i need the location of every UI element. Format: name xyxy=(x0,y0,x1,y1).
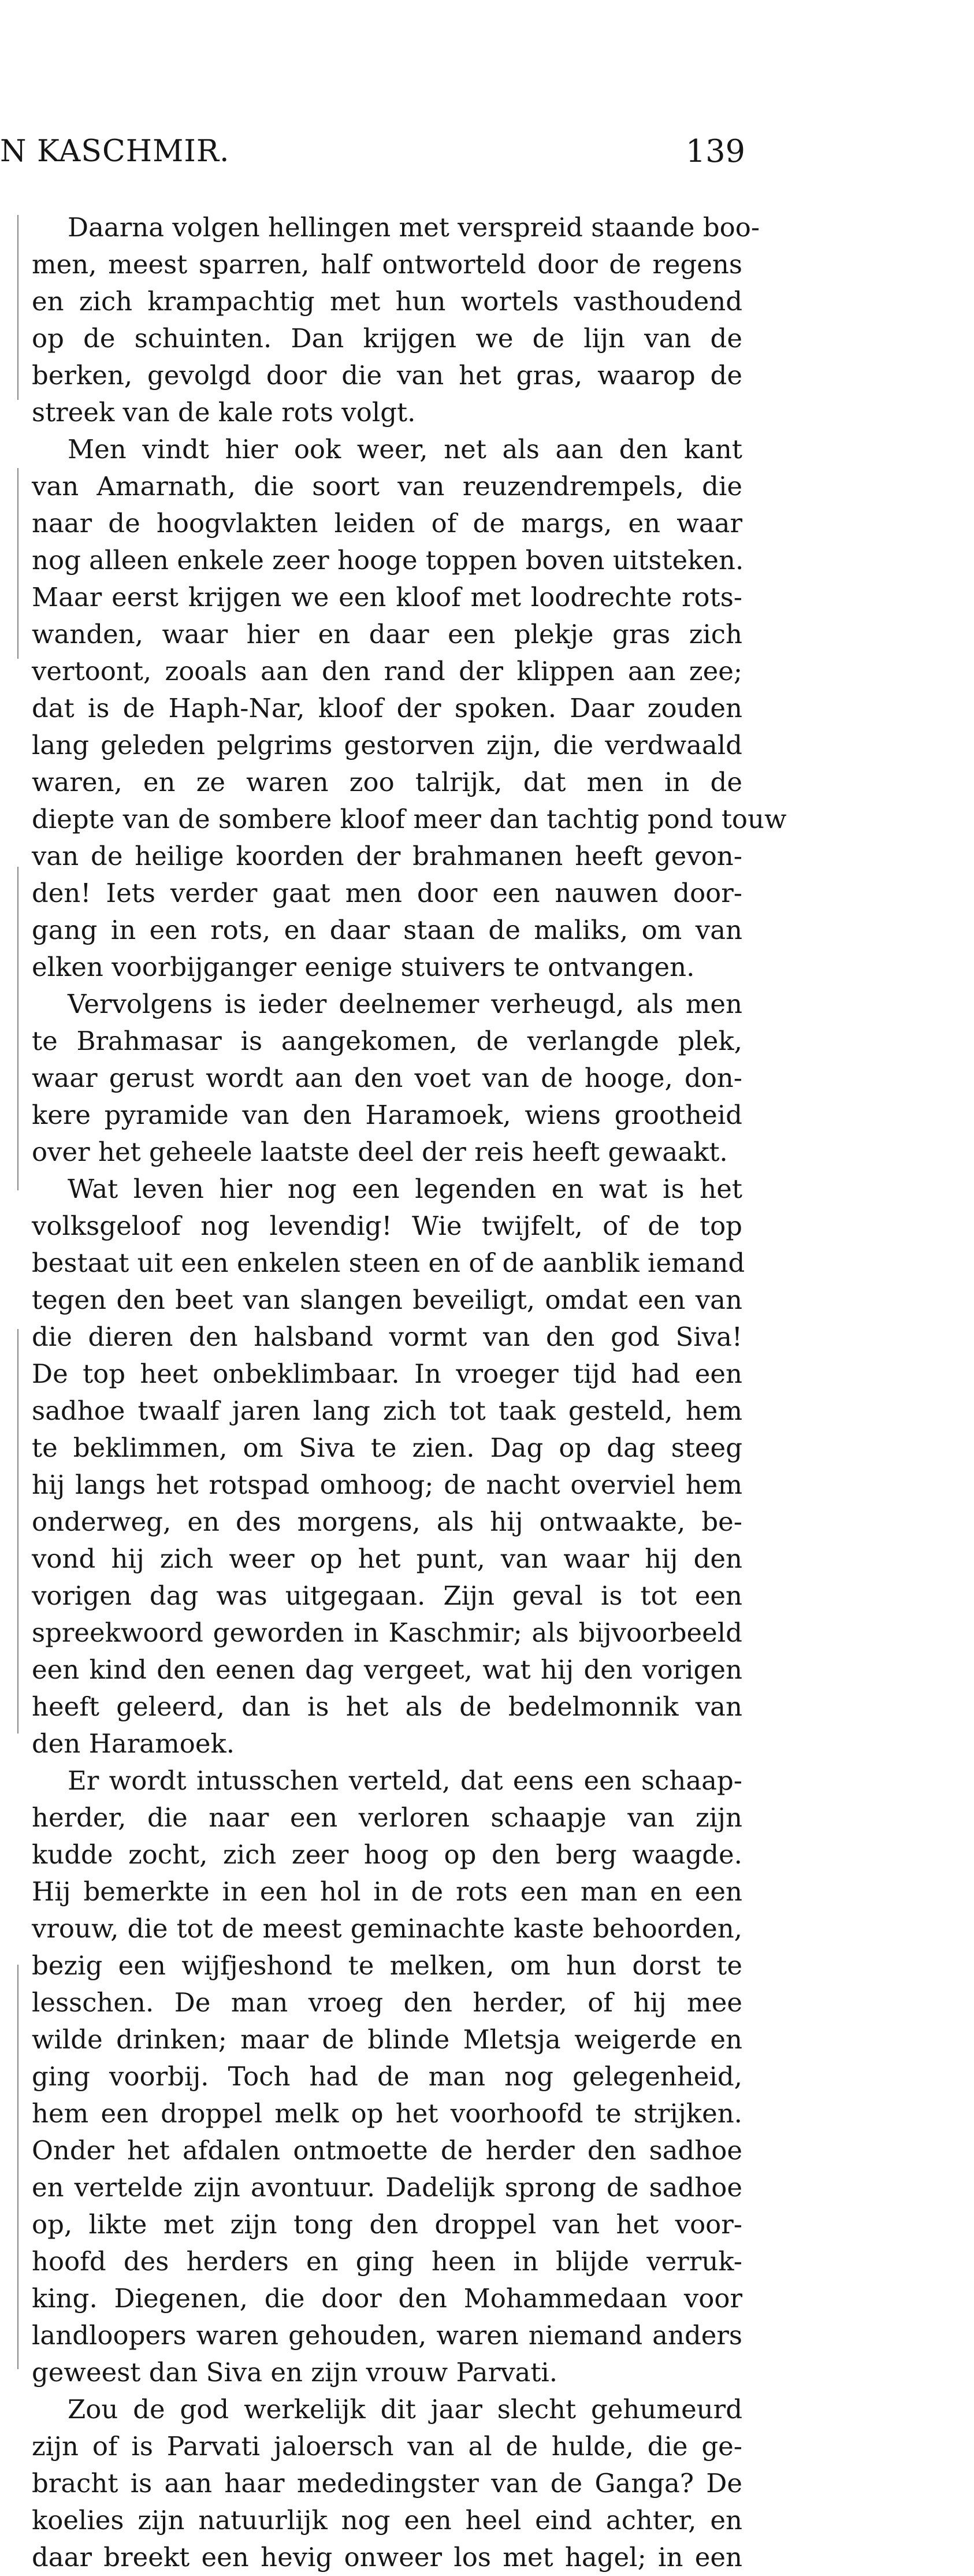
text-line: op, likte met zijn tong den droppel van het voor- xyxy=(32,2209,742,2240)
text-line: kere pyramide van den Haramoek, wiens grootheid xyxy=(32,1100,742,1130)
text-line: van Amarnath, die soort van reuzendrempels, die xyxy=(32,471,742,502)
text-line: geweest dan Siva en zijn vrouw Parvati. xyxy=(32,2357,558,2388)
margin-rule xyxy=(17,215,18,400)
paragraph xyxy=(32,431,787,986)
text-line: over het geheele laatste deel der reis heeft gewaakt. xyxy=(32,1137,728,1167)
text-line: hij langs het rotspad omhoog; de nacht overviel hem xyxy=(32,1469,742,1500)
text-line: heeft geleerd, dan is het als de bedelmonnik van xyxy=(32,1691,742,1722)
paragraph xyxy=(32,209,760,431)
text-line: hoofd des herders en ging heen in blijde verruk- xyxy=(32,2246,742,2277)
text-line: berken, gevolgd door die van het gras, waarop de xyxy=(32,360,742,391)
text-line: Er wordt intusschen verteld, dat eens een schaap- xyxy=(68,1765,742,1796)
text-line: Wat leven hier nog een legenden en wat is het xyxy=(68,1174,742,1204)
text-line: vrouw, die tot de meest geminachte kaste behoorden, xyxy=(32,1913,742,1944)
text-line: Hij bemerkte in een hol in de rots een man en een xyxy=(32,1876,742,1907)
text-line: en vertelde zijn avontuur. Dadelijk sprong de sadhoe xyxy=(32,2172,742,2203)
text-line: den! Iets verder gaat men door een nauwen door- xyxy=(32,878,742,908)
text-line: vorigen dag was uitgegaan. Zijn geval is tot een xyxy=(32,1580,742,1611)
paragraph xyxy=(32,1762,742,2391)
paragraph xyxy=(32,1171,745,1762)
text-line: ging voorbij. Toch had de man nog gelegenheid, xyxy=(32,2061,742,2092)
text-line: elken voorbijganger eenige stuivers te ontvangen. xyxy=(32,952,695,982)
text-line: kudde zocht, zich zeer hoog op den berg waagde. xyxy=(32,1839,742,1870)
text-line: en zich krampachtig met hun wortels vasthoudend xyxy=(32,286,742,317)
text-line: herder, die naar een verloren schaapje van zijn xyxy=(32,1802,742,1833)
text-line: wilde drinken; maar de blinde Mletsja weigerde en xyxy=(32,2024,742,2055)
text-line: een kind den eenen dag vergeet, wat hij den vorigen xyxy=(32,1654,742,1685)
text-line: naar de hoogvlakten leiden of de margs, en waar xyxy=(32,508,742,539)
paragraph xyxy=(32,2391,742,2576)
text-line: lesschen. De man vroeg den herder, of hij mee xyxy=(32,1987,742,2018)
text-line: bezig een wijfjeshond te melken, om hun dorst te xyxy=(32,1950,742,1981)
margin-rule xyxy=(17,1965,18,2369)
text-line: men, meest sparren, half ontworteld door de regens xyxy=(32,249,742,280)
text-line: Maar eerst krijgen we een kloof met loodrechte rots- xyxy=(32,582,742,613)
text-line: bestaat uit een enkelen steen en of de aanblik iemand xyxy=(32,1248,745,1278)
text-line: die dieren den halsband vormt van den god Siva! xyxy=(32,1322,742,1352)
text-line: king. Diegenen, die door den Mohammedaan voor xyxy=(32,2283,742,2314)
text-line: volksgeloof nog levendig! Wie twijfelt, of de top xyxy=(32,1211,742,1241)
text-line: zijn of is Parvati jaloersch van al de hulde, die ge- xyxy=(32,2431,742,2462)
text-line: dat is de Haph-Nar, kloof der spoken. Daar zouden xyxy=(32,693,742,723)
text-line: wanden, waar hier en daar een plekje gras zich xyxy=(32,619,742,649)
text-line: gang in een rots, en daar staan de maliks, om van xyxy=(32,915,742,945)
text-line: Daarna volgen hellingen met verspreid staande boo- xyxy=(68,212,760,243)
text-line: hem een droppel melk op het voorhoofd te strijken. xyxy=(32,2098,742,2129)
text-line: waar gerust wordt aan den voet van de hooge, don- xyxy=(32,1063,742,1093)
text-line: bracht is aan haar mededingster van de Ganga? De xyxy=(32,2468,742,2499)
text-line: spreekwoord geworden in Kaschmir; als bijvoorbeeld xyxy=(32,1617,742,1648)
text-line: diepte van de sombere kloof meer dan tachtig pond touw xyxy=(32,804,787,834)
text-line: tegen den beet van slangen beveiligt, omdat een van xyxy=(32,1285,742,1315)
text-line: Onder het afdalen ontmoette de herder den sadhoe xyxy=(32,2135,742,2166)
text-line: waren, en ze waren zoo talrijk, dat men in de xyxy=(32,767,742,797)
paragraph xyxy=(32,986,742,1171)
page-header xyxy=(0,128,745,175)
text-line: vertoont, zooals aan den rand der klippen aan zee; xyxy=(32,656,742,686)
text-line: streek van de kale rots volgt. xyxy=(32,397,416,428)
body-text xyxy=(32,209,787,2576)
text-line: te Brahmasar is aangekomen, de verlangde plek, xyxy=(32,1026,742,1056)
running-title: N KASCHMIR. xyxy=(0,134,230,169)
margin-rule xyxy=(17,1329,18,1734)
text-line: Vervolgens is ieder deelnemer verheugd, als men xyxy=(68,989,742,1019)
text-line: onderweg, en des morgens, als hij ontwaakte, be- xyxy=(32,1506,742,1537)
margin-rule xyxy=(17,468,18,659)
text-line: vond hij zich weer op het punt, van waar hij den xyxy=(32,1543,742,1574)
text-line: op de schuinten. Dan krijgen we de lijn van de xyxy=(32,323,742,354)
text-line: sadhoe twaalf jaren lang zich tot taak gesteld, hem xyxy=(32,1395,742,1426)
text-line: Men vindt hier ook weer, net als aan den kant xyxy=(68,434,742,465)
text-line: koelies zijn natuurlijk nog een heel eind achter, en xyxy=(32,2505,742,2536)
text-line: te beklimmen, om Siva te zien. Dag op dag steeg xyxy=(32,1432,742,1463)
text-line: van de heilige koorden der brahmanen heeft gevon- xyxy=(32,841,742,871)
text-line: lang geleden pelgrims gestorven zijn, die verdwaald xyxy=(32,730,742,760)
text-line: daar breekt een hevig onweer los met hagel; in een xyxy=(32,2542,742,2573)
page-number: 139 xyxy=(685,133,745,169)
text-line: den Haramoek. xyxy=(32,1728,235,1759)
text-line: nog alleen enkele zeer hooge toppen boven uitsteken. xyxy=(32,545,744,576)
margin-rule xyxy=(17,867,18,1190)
text-line: landloopers waren gehouden, waren niemand anders xyxy=(32,2320,742,2351)
text-line: Zou de god werkelijk dit jaar slecht gehumeurd xyxy=(68,2394,742,2425)
text-line: De top heet onbeklimbaar. In vroeger tijd had een xyxy=(32,1358,742,1389)
